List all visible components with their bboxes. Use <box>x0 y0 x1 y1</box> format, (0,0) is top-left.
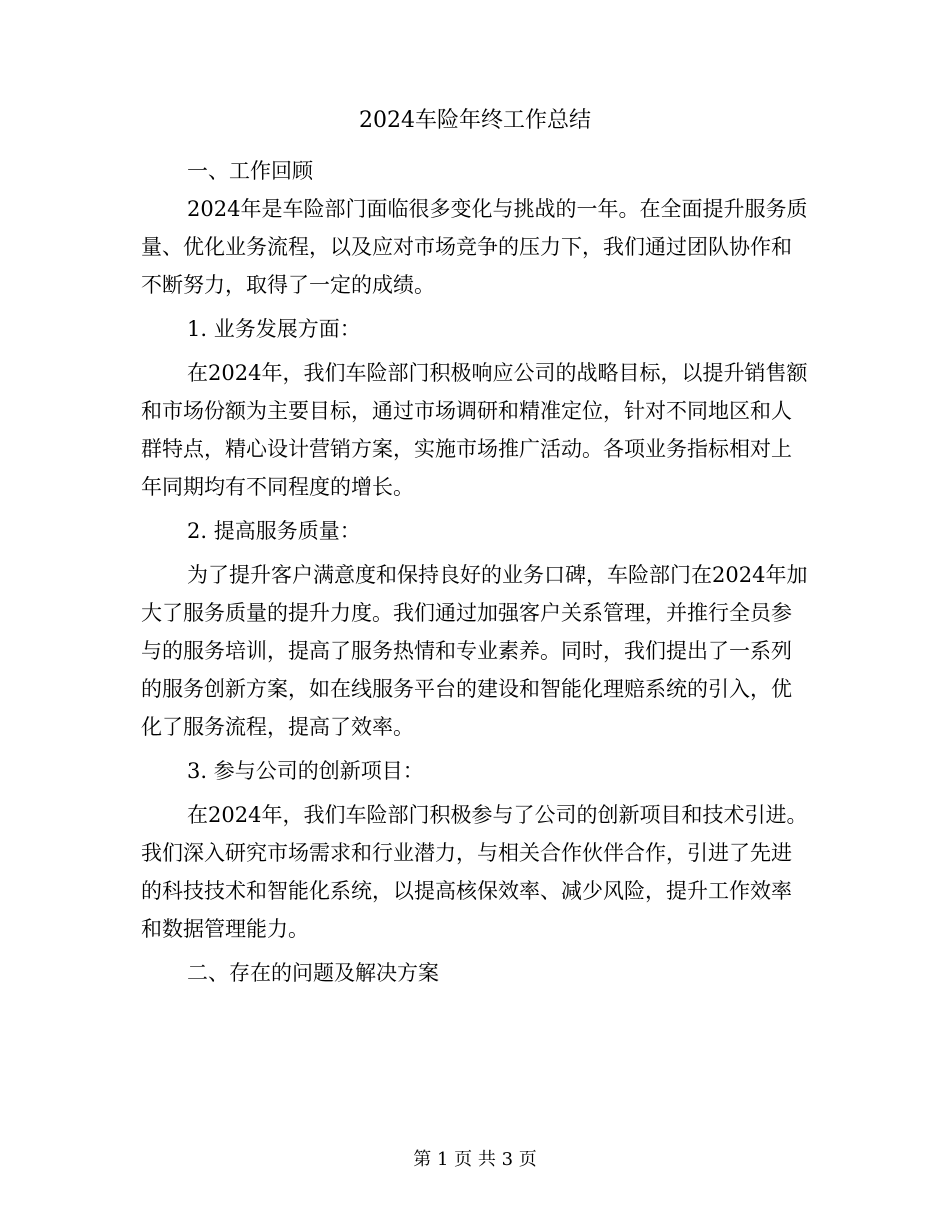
paragraph-business-development: 在2024年，我们车险部门积极响应公司的战略目标，以提升销售额和市场份额为主要目标，通过市场调研和精准定位，针对不同地区和人群特点，精心设计营销方案，实施市场推广活动。各项业务指标相对上年同期均有不同程度的增长。 <box>141 361 808 499</box>
paragraph-innovation-projects: 在2024年，我们车险部门积极参与了公司的创新项目和技术引进。我们深入研究市场需求和行业潜力，与相关合作伙伴合作，引进了先进的科技技术和智能化系统，以提高核保效率、减少风险，提升工作效率和数据管理能力。 <box>141 803 808 941</box>
paragraph-intro: 2024年是车险部门面临很多变化与挑战的一年。在全面提升服务质量、优化业务流程，以及应对市场竞争的压力下，我们通过团队协作和不断努力，取得了一定的成绩。 <box>141 197 808 297</box>
subheading-business-development: 1. 业务发展方面： <box>187 317 361 341</box>
document-body <box>141 152 811 992</box>
subheading-service-quality: 2. 提高服务质量： <box>187 519 361 543</box>
section-heading-work-review: 一、工作回顾 <box>187 159 313 183</box>
subheading-innovation-projects: 3. 参与公司的创新项目： <box>187 759 424 783</box>
document-title: 2024车险年终工作总结 <box>359 108 591 133</box>
paragraph-service-quality: 为了提升客户满意度和保持良好的业务口碑，车险部门在2024年加大了服务质量的提升力度。我们通过加强客户关系管理，并推行全员参与的服务培训，提高了服务热情和专业素养。同时，我们提出了一系列的服务创新方案，如在线服务平台的建设和智能化理赔系统的引入，优化了服务流程，提高了效率。 <box>141 563 808 739</box>
section-heading-problems-solutions: 二、存在的问题及解决方案 <box>187 961 439 985</box>
page-number-footer: 第 1 页 共 3 页 <box>413 1149 537 1170</box>
